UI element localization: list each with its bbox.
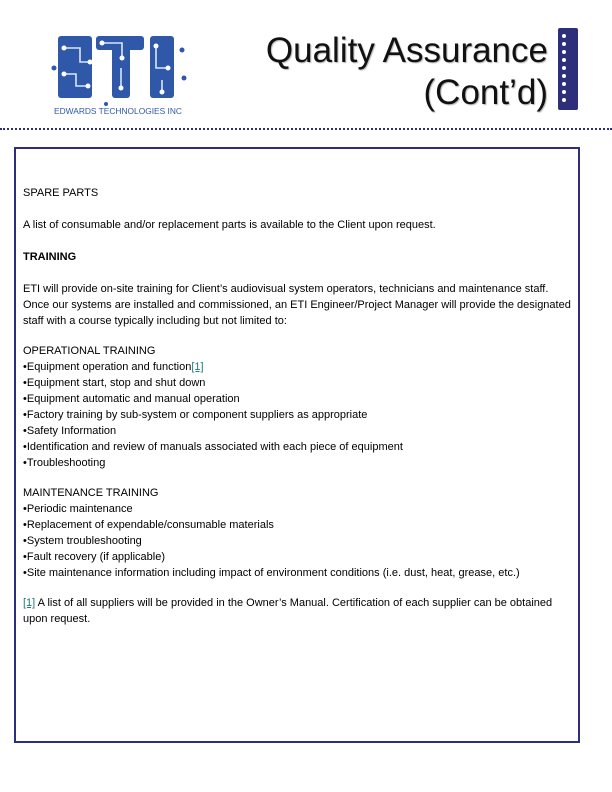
list-item: •Troubleshooting <box>23 457 106 469</box>
list-item: •Replacement of expendable/consumable materials <box>23 519 274 531</box>
maintenance-training-heading: MAINTENANCE TRAINING <box>23 487 159 499</box>
list-item: •Identification and review of manuals associated with each piece of equipment <box>23 441 403 453</box>
list-item: •Factory training by sub-system or component suppliers as appropriate <box>23 409 368 421</box>
list-item: •Fault recovery (if applicable) <box>23 551 166 563</box>
list-item: •Equipment operation and function[1] <box>23 361 204 373</box>
list-item: •System troubleshooting <box>23 535 142 547</box>
content-box <box>14 147 580 743</box>
header-divider <box>0 128 612 130</box>
operational-training-heading: OPERATIONAL TRAINING <box>23 345 156 357</box>
list-item: •Periodic maintenance <box>23 503 133 515</box>
spare-parts-body: A list of consumable and/or replacement parts is available to the Client upon request. <box>23 219 436 231</box>
footnote-text: A list of all suppliers will be provided in the Owner’s Manual. Certification of each supplier can be obtained upon request. <box>23 597 553 625</box>
decorative-dot-bar <box>558 28 578 110</box>
list-item: •Safety Information <box>23 425 117 437</box>
eti-logo-mark <box>50 28 195 120</box>
footnote-anchor-link[interactable]: [1] <box>23 597 36 609</box>
list-item: •Equipment automatic and manual operation <box>23 393 240 405</box>
title-line-1: Quality Assurance <box>265 31 548 70</box>
list-item: •Equipment start, stop and shut down <box>23 377 206 389</box>
list-item: •Site maintenance information including impact of environment conditions (i.e. dust, heat, grease, etc.) <box>23 567 520 579</box>
content-text <box>23 185 571 627</box>
title-line-2: (Cont’d) <box>423 73 548 112</box>
training-heading: TRAINING <box>23 251 77 263</box>
footnote-ref-link[interactable]: [1] <box>191 361 204 373</box>
page-title <box>188 30 548 114</box>
spare-parts-heading: SPARE PARTS <box>23 187 99 199</box>
footnote <box>23 595 571 627</box>
training-body: ETI will provide on-site training for Client’s audiovisual system operators, technicians and maintenance staff. Once our systems are installed and commissioned, an ETI Engineer/Project Manager will provide the designated staff with a course typically including but not limited to: <box>23 283 571 327</box>
logo-company-text: EDWARDS TECHNOLOGIES INC <box>54 106 182 116</box>
eti-logo <box>50 28 195 120</box>
